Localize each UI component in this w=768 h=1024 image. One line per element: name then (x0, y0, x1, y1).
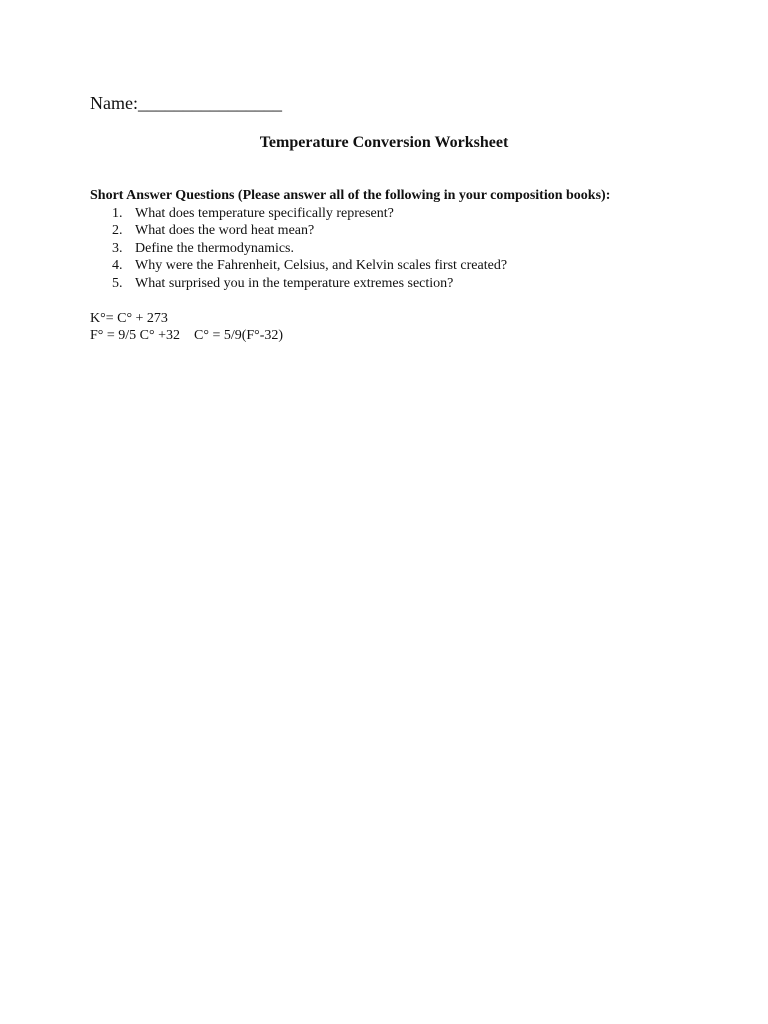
list-item (90, 275, 507, 292)
kelvin-formula: K°= C° + 273 (90, 311, 168, 326)
question-number: 4. (112, 258, 123, 274)
question-number: 1. (112, 206, 123, 221)
section-heading: Short Answer Questions (Please answer all of the following in your composition books): (90, 188, 611, 203)
list-item (90, 205, 507, 222)
question-list (90, 205, 507, 292)
question-text: Define the thermodynamics. (135, 240, 295, 256)
question-number: 5. (112, 275, 123, 291)
question-number: 3. (112, 240, 123, 256)
question-text: What does the word heat mean? (135, 223, 315, 239)
list-item (90, 240, 507, 257)
fahrenheit-celsius-formulas: F° = 9/5 C° +32 C° = 5/9(F°-32) (90, 328, 284, 343)
question-text: What does temperature specifically represent? (135, 206, 394, 221)
question-number: 2. (112, 223, 123, 239)
question-text: What surprised you in the temperature extremes section? (135, 275, 454, 291)
page-title: Temperature Conversion Worksheet (259, 134, 509, 151)
question-text: Why were the Fahrenheit, Celsius, and Kelvin scales first created? (135, 258, 508, 274)
name-field-line: Name:________________ (90, 93, 282, 113)
list-item (90, 257, 507, 274)
list-item (90, 222, 507, 239)
